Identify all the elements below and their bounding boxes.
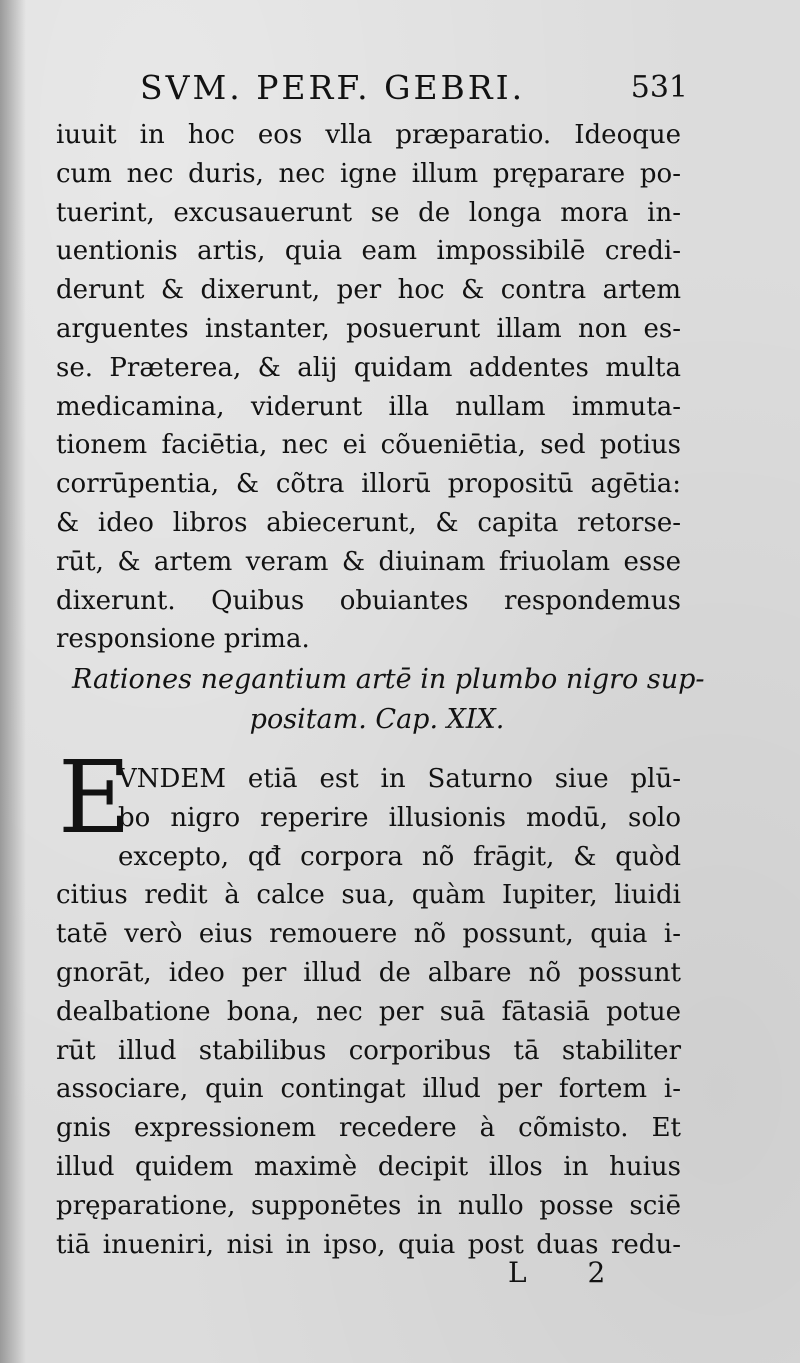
text-line: se. Præterea, & alij quidam addentes multa	[56, 352, 681, 383]
text-line: medicamina, viderunt illa nullam immuta-	[56, 391, 681, 422]
text-line: uentionis artis, quia eam impossibilē credi-	[56, 236, 681, 267]
text-line: bo nigro reperire illusionis modū, solo	[118, 802, 681, 833]
page-header	[140, 66, 688, 110]
text-line: responsione prima.	[56, 624, 310, 655]
running-title: SVM. PERF. GEBRI.	[140, 68, 526, 107]
heading-line: Rationes negantium artē in plumbo nigro sup-	[72, 664, 705, 695]
text-line: excepto, qđ corpora nõ frāgit, & quòd	[118, 841, 681, 872]
text-line: illud quidem maximè decipit illos in huius	[56, 1151, 681, 1182]
text-line: arguentes instanter, posuerunt illam non es-	[56, 313, 681, 344]
paragraph-1	[56, 116, 681, 659]
text-line: corrūpentia, & cõtra illorū propositū agētia:	[56, 469, 681, 500]
text-line: cum nec duris, nec igne illum pręparare po-	[56, 158, 681, 189]
text-line: derunt & dixerunt, per hoc & contra artem	[56, 275, 681, 306]
text-line: VNDEM etiā est in Saturno siue plū-	[118, 764, 681, 794]
text-line: & ideo libros abiecerunt, & capita retorse-	[56, 507, 681, 538]
text-line: pręparatione, supponētes in nullo posse sciē	[56, 1190, 681, 1221]
heading-line: positam. Cap. XIX.	[249, 704, 505, 735]
text-line: dealbatione bona, nec per suā fātasiā potue	[56, 996, 681, 1027]
text-line: tiā inueniri, nisi in ipso, quia post duas redu-	[56, 1229, 681, 1260]
page-gutter-shadow	[0, 0, 26, 1363]
page-number: 531	[630, 70, 688, 105]
signature-mark: L 2	[508, 1256, 632, 1289]
text-line: tuerint, excusauerunt se de longa mora in-	[56, 197, 681, 228]
drop-cap-initial: E	[58, 739, 131, 856]
text-line: citius redit à calce sua, quàm Iupiter, liuidi	[56, 880, 681, 911]
text-line: gnorāt, ideo per illud de albare nõ possunt	[56, 957, 681, 988]
text-line: dixerunt. Quibus obuiantes respondemus	[56, 585, 681, 616]
text-line: iuuit in hoc eos vlla præparatio. Ideoque	[56, 120, 681, 150]
text-line: gnis expressionem recedere à cõmisto. Et	[56, 1113, 681, 1144]
text-line: tionem faciētia, nec ei cõueniētia, sed potius	[56, 430, 681, 461]
text-line: associare, quin contingat illud per fortem i-	[56, 1074, 681, 1105]
text-line: rūt, & artem veram & diuinam friuolam esse	[56, 546, 681, 577]
text-line: rūt illud stabilibus corporibus tā stabiliter	[56, 1035, 681, 1066]
paragraph-2	[56, 760, 681, 1264]
chapter-heading	[72, 660, 705, 740]
text-line: tatē verò eius remouere nõ possunt, quia i-	[56, 919, 681, 950]
